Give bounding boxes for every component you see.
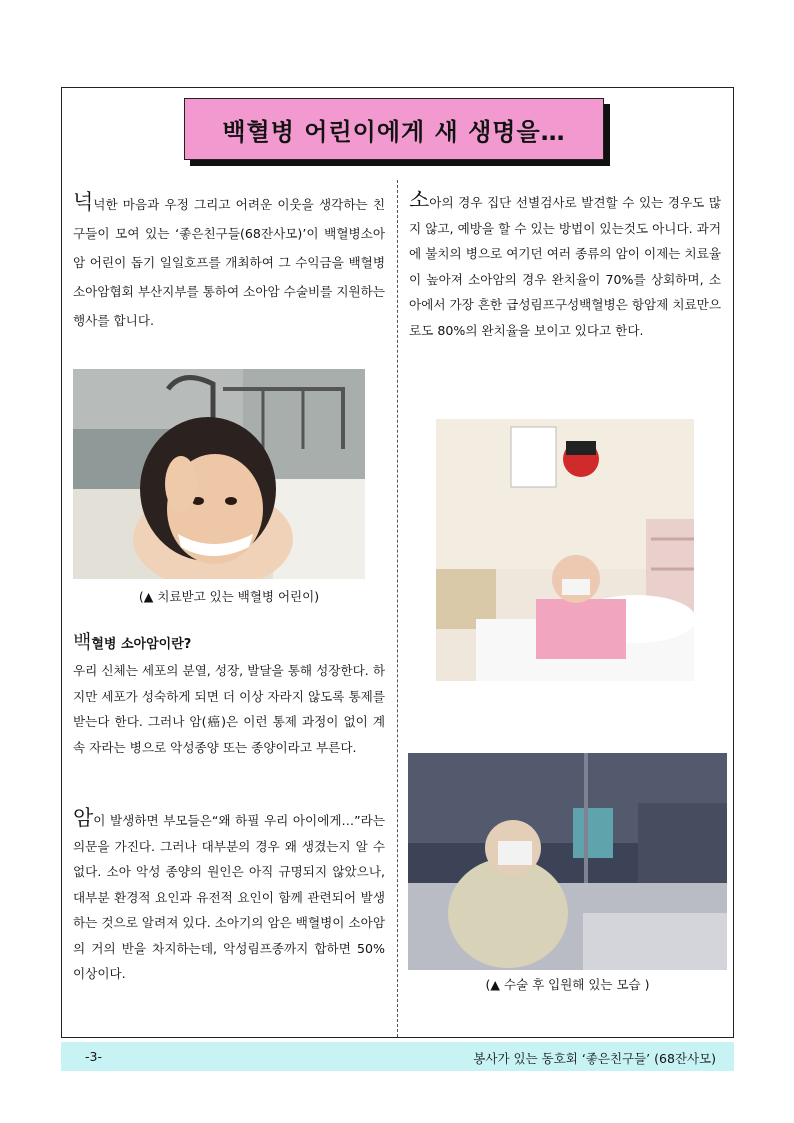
- definition-paragraph: 우리 신체는 세포의 분열, 성장, 발달을 통해 성장한다. 하지만 세포가 성숙하게 되면 더 이상 자라지 않도록 통제를 받는다 한다. 그러나 암(癌)은 이런 통제 과정이 없이 계속 자라는 병으로 악성종양 또는 종양이라고 부른다.: [73, 663, 385, 755]
- footer-org-name: 봉사가 있는 동호회 ‘좋은친구들’ (68잔사모): [473, 1051, 716, 1066]
- heading-text: 혈병 소아암이란?: [91, 637, 192, 652]
- photo3-caption: (▲ 수술 후 입원해 있는 모습 ): [485, 977, 650, 992]
- page-title: 백혈병 어린이에게 새 생명을…: [184, 98, 604, 160]
- section-heading: [73, 627, 191, 654]
- surgery-photo-illustration: [408, 753, 727, 970]
- prognosis-text: 아의 경우 집단 선별검사로 발견할 수 있는 경우도 많지 않고, 예방을 할 수 있는 방법이 있는것도 아니다. 과거에 불치의 병으로 여기던 여러 종류의 암이 이제는 치료율이 높아져 소아암의 경우 완치율이 70%를 상회하며, 소아에서 가장 흔한 급성림프구성백혈병은 항암제 치료만으로도 80%의 완치율을 보이고 있다고 한다.: [409, 195, 721, 338]
- cause-paragraph: [73, 806, 385, 987]
- mask-photo-illustration: [436, 419, 694, 681]
- intro-text: 넉한 마음과 우정 그리고 어려운 이웃을 생각하는 친구들이 모여 있는 ‘좋은친구들(68잔사모)’이 백혈병소아암 어린이 돕기 일일호프를 개최하여 그 수익금을 백혈병소아암협회 부산지부를 통하여 소아암 수술비를 지원하는 행사를 합니다.: [73, 197, 385, 328]
- page-footer: [61, 1042, 734, 1071]
- photo-child-with-mask: [436, 419, 694, 681]
- page-number: -3-: [85, 1049, 102, 1064]
- photo-child-in-bed: [73, 369, 365, 579]
- photo-post-surgery: [408, 753, 727, 970]
- heading-dropcap: 백: [73, 631, 92, 653]
- photo1-caption: (▲ 치료받고 있는 백혈병 어린이): [138, 589, 320, 604]
- child-photo-illustration: [73, 369, 365, 579]
- intro-paragraph: [73, 188, 385, 335]
- prognosis-dropcap: 소: [409, 188, 430, 212]
- intro-dropcap: 넉: [73, 190, 94, 214]
- cause-dropcap: 암: [73, 806, 94, 830]
- column-divider: [397, 180, 398, 1037]
- prognosis-paragraph: [409, 188, 721, 343]
- cause-text: 이 발생하면 부모들은“왜 하필 우리 아이에게…”라는 의문을 가진다. 그러나 대부분의 경우 왜 생겼는지 알 수 없다. 소아 악성 종양의 원인은 아직 규명되지 않았으나, 대부분 환경적 요인과 유전적 요인이 함께 관련되어 발생하는 것으로 알려져 있다. 소아기의 암은 백혈병이 소아암의 거의 반을 차지하는데, 악성림프종까지 합하면 50% 이상이다.: [73, 813, 385, 981]
